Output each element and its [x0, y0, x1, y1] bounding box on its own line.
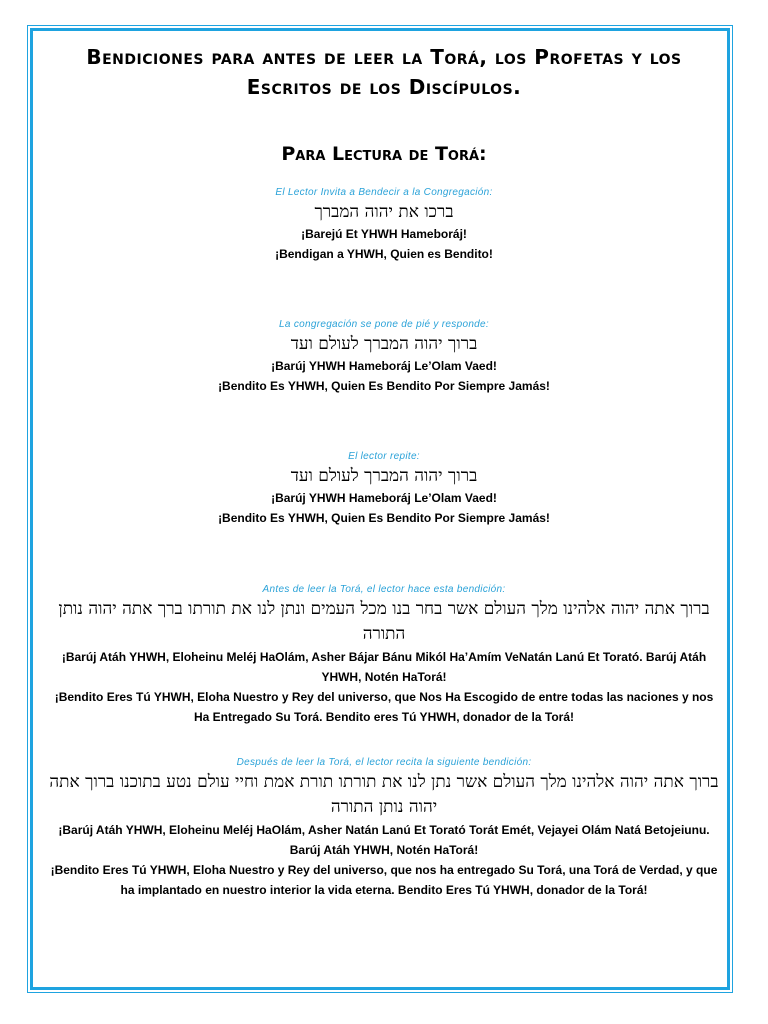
section-heading: Para Lectura de Torá:	[281, 143, 487, 165]
blessing-section-repeat	[48, 450, 720, 528]
blessing-section-invitation	[48, 186, 720, 264]
hebrew-text: ברוך אתה יהוה אלהינו מלך העולם אשר בחר בנו מכל העמים ונתן לנו את תורתו ברך אתה יהוה נותן התורה	[58, 599, 710, 644]
document-title: Bendiciones para antes de leer la Torá, los Profetas y los Escritos de los Discípulos.	[86, 45, 682, 99]
hebrew-text: ברוך אתה יהוה אלהינו מלך העולם אשר נתן לנו את תורתו תורת אמת וחיי עולם נטע בתוכנו ברוך אתה יהוה נותן התורה	[49, 772, 719, 817]
translation-line: ¡Bendito Es YHWH, Quien Es Bendito Por Siempre Jamás!	[218, 511, 550, 525]
blessing-section-after-reading	[48, 756, 720, 900]
transliteration-line: ¡Barúj YHWH Hameboráj Le’Olam Vaed!	[271, 491, 497, 505]
blessing-section-response	[48, 318, 720, 396]
translation-line: ¡Bendito Eres Tú YHWH, Eloha Nuestro y Rey del universo, que Nos Ha Escogido de entre todas las naciones y nos Ha Entregado Su Torá. Bendito eres Tú YHWH, donador de la Torá!	[54, 690, 714, 724]
instruction-text: El lector repite:	[348, 451, 420, 462]
instruction-text: Antes de leer la Torá, el lector hace esta bendición:	[262, 584, 506, 595]
transliteration-line: ¡Barúj Atáh YHWH, Eloheinu Meléj HaOlám, Asher Bájar Bánu Mikól Ha’Amím VeNatán Lanú Et Torató. Barúj Atáh YHWH, Notén HaTorá!	[61, 650, 707, 684]
instruction-text: La congregación se pone de pié y responde:	[279, 319, 489, 330]
instruction-text: El Lector Invita a Bendecir a la Congregación:	[275, 187, 493, 198]
hebrew-text: ברוך יהוה המברך לעולם ועד	[290, 334, 478, 354]
transliteration-line: ¡Barúj YHWH Hameboráj Le’Olam Vaed!	[271, 359, 497, 373]
hebrew-text: ברוך יהוה המברך לעולם ועד	[290, 466, 478, 486]
instruction-text: Después de leer la Torá, el lector recita la siguiente bendición:	[236, 757, 532, 768]
translation-line: ¡Bendito Eres Tú YHWH, Eloha Nuestro y Rey del universo, que nos ha entregado Su Torá, una Torá de Verdad, y que ha implantado en nuestro interior la vida eterna. Bendito Eres Tú YHWH, donador de la Torá!	[50, 863, 718, 897]
translation-line: ¡Bendito Es YHWH, Quien Es Bendito Por Siempre Jamás!	[218, 379, 550, 393]
transliteration-line: ¡Barúj Atáh YHWH, Eloheinu Meléj HaOlám, Asher Natán Lanú Et Torató Torát Emét, Vejayei Olám Natá Betojeiunu. Barúj Atáh YHWH, Notén HaTorá!	[58, 823, 710, 857]
blessing-section-before-reading	[48, 583, 720, 727]
transliteration-line: ¡Barejú Et YHWH Hameboráj!	[301, 227, 467, 241]
translation-line: ¡Bendigan a YHWH, Quien es Bendito!	[275, 247, 493, 261]
hebrew-text: ברכו את יהוה המברך	[314, 202, 454, 222]
